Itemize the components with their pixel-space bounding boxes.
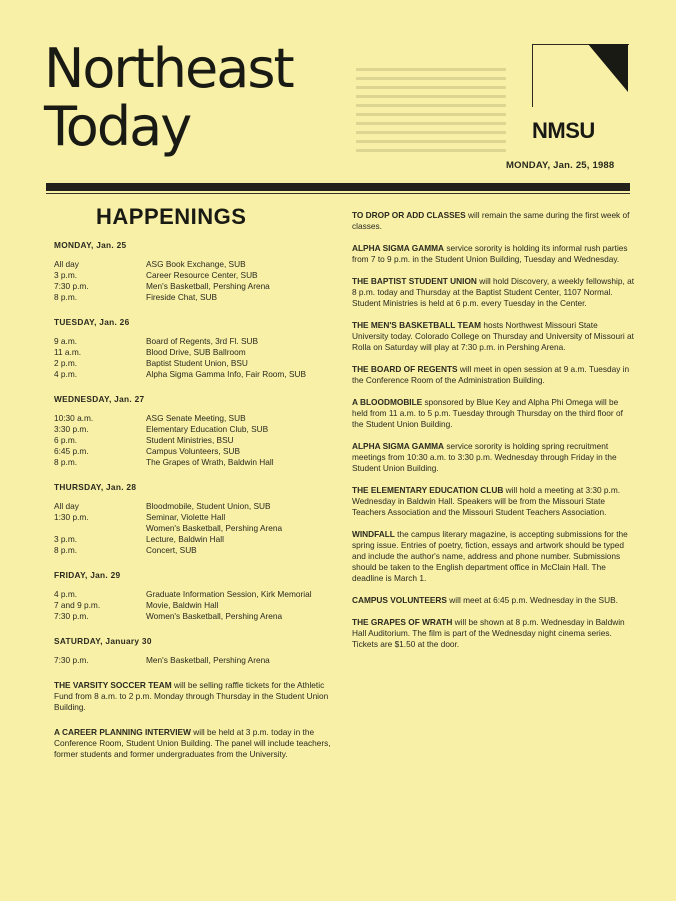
announcement (352, 397, 634, 430)
event-desc: Alpha Sigma Gamma Info, Fair Room, SUB (146, 369, 307, 379)
announcements-column (352, 210, 634, 661)
event-time: 11 a.m. (54, 347, 82, 357)
event-time: 3:30 p.m. (54, 424, 89, 434)
event-desc: Board of Regents, 3rd Fl. SUB (146, 336, 259, 346)
masthead-title-line2: Today (44, 95, 191, 158)
event-row (54, 600, 336, 611)
event-time: 7 and 9 p.m. (54, 600, 101, 610)
event-desc: Fireside Chat, SUB (146, 292, 218, 302)
announcement-lead: ALPHA SIGMA GAMMA (352, 441, 445, 451)
day-block (54, 636, 336, 666)
announcement (352, 529, 634, 584)
event-time: 7:30 p.m. (54, 611, 89, 621)
day-heading: WEDNESDAY, Jan. 27 (54, 394, 145, 404)
event-time: 3 p.m. (54, 270, 78, 280)
event-time: 8 p.m. (54, 457, 78, 467)
announcement-body: sponsored by Blue Key and Alpha Phi Omega will be held from 11 a.m. to 5 p.m. Tuesday through Thursday on the third floor of the Student Union Building. (352, 397, 623, 429)
announcement (54, 680, 336, 713)
masthead-rule-thin (46, 193, 630, 194)
event-desc: Elementary Education Club, SUB (146, 424, 269, 434)
event-row (54, 512, 336, 523)
event-time: 3 p.m. (54, 534, 78, 544)
event-row (54, 589, 336, 600)
event-row (54, 435, 336, 446)
announcement (54, 727, 336, 760)
event-desc: Student Ministries, BSU (146, 435, 234, 445)
masthead (44, 37, 293, 158)
event-desc: Campus Volunteers, SUB (146, 446, 241, 456)
announcement (352, 364, 634, 386)
event-desc: Women's Basketball, Pershing Arena (146, 611, 283, 621)
event-row (54, 347, 336, 358)
event-row (54, 413, 336, 424)
announcement (352, 243, 634, 265)
masthead-corner-triangle (588, 44, 628, 92)
event-desc: Baptist Student Union, BSU (146, 358, 248, 368)
event-row (54, 523, 336, 534)
announcement (352, 441, 634, 474)
announcement-lead: TO DROP OR ADD CLASSES (352, 210, 466, 220)
event-desc: Women's Basketball, Pershing Arena (146, 523, 283, 533)
announcement-body: the campus literary magazine, is accepting submissions for the spring issue. Entries of poetry, fiction, essays and artwork should be typed and include the author's name, address and phone number. Submissions should be taken to the English department office in McClain Hall. The deadline is March 1. (352, 529, 628, 583)
announcement-lead: A BLOODMOBILE (352, 397, 423, 407)
day-block (54, 482, 336, 556)
announcement-lead: THE GRAPES OF WRATH (352, 617, 453, 627)
announcement-body: will remain the same during the first week of classes. (352, 210, 630, 231)
masthead-title-line1: Northeast (44, 37, 293, 100)
announcement-body: will be shown at 8 p.m. Wednesday in Baldwin Hall Auditorium. The film is part of the Wednesday night cinema series. Tickets are $1.50 at the door. (352, 617, 625, 649)
event-time (54, 523, 146, 534)
event-time: 9 a.m. (54, 336, 78, 346)
announcement-lead: THE BOARD OF REGENTS (352, 364, 458, 374)
announcement-lead: THE MEN'S BASKETBALL TEAM (352, 320, 482, 330)
event-time: 4 p.m. (54, 589, 78, 599)
day-heading: TUESDAY, Jan. 26 (54, 317, 130, 327)
event-desc: Bloodmobile, Student Union, SUB (146, 501, 271, 511)
event-row (54, 270, 336, 281)
event-desc: ASG Senate Meeting, SUB (146, 413, 246, 423)
issue-date: MONDAY, Jan. 25, 1988 (506, 160, 615, 171)
event-desc: Seminar, Violette Hall (146, 512, 226, 522)
event-row (54, 259, 336, 270)
day-block (54, 570, 336, 622)
event-time: 7:30 p.m. (54, 655, 89, 665)
event-desc: Men's Basketball, Pershing Arena (146, 281, 270, 291)
announcement-lead: THE ELEMENTARY EDUCATION CLUB (352, 485, 504, 495)
event-time: 2 p.m. (54, 358, 78, 368)
event-time: 1:30 p.m. (54, 512, 89, 522)
event-desc: Men's Basketball, Pershing Arena (146, 655, 270, 665)
announcement (352, 210, 634, 232)
event-time: 10:30 a.m. (54, 413, 94, 423)
announcement-body: will hold Discovery, a weekly fellowship, at 8 p.m. today and Thursday at the Baptist Student Center, 1107 Normal. Student Ministries is held at 6 p.m. every Tuesday in the Center. (352, 276, 635, 308)
event-time: 7:30 p.m. (54, 281, 89, 291)
announcement-body: will be selling raffle tickets for the Athletic Fund from 8 a.m. to 2 p.m. Monday through Thursday in the Student Union Building. (54, 680, 329, 712)
event-desc: The Grapes of Wrath, Baldwin Hall (146, 457, 274, 467)
event-row (54, 292, 336, 303)
event-row (54, 457, 336, 468)
announcement-lead: WINDFALL (352, 529, 395, 539)
event-row (54, 534, 336, 545)
event-desc: Graduate Information Session, Kirk Memorial (146, 589, 312, 599)
event-row (54, 369, 336, 380)
announcement-body: will meet in open session at 9 a.m. Tuesday in the Conference Room of the Administration Building. (352, 364, 630, 385)
announcement-lead: CAMPUS VOLUNTEERS (352, 595, 447, 605)
announcement-body: will meet at 6:45 p.m. Wednesday in the SUB. (449, 595, 618, 605)
event-row (54, 424, 336, 435)
event-desc: Lecture, Baldwin Hall (146, 534, 224, 544)
event-desc: Career Resource Center, SUB (146, 270, 258, 280)
event-row (54, 446, 336, 457)
announcement-body: service sorority is holding its informal rush parties from 7 to 9 p.m. in the Student Union Building, Tuesday and Wednesday. (352, 243, 628, 264)
announcement (352, 617, 634, 650)
event-time: 6 p.m. (54, 435, 78, 445)
announcement (352, 595, 634, 606)
event-desc: ASG Book Exchange, SUB (146, 259, 246, 269)
event-time: 4 p.m. (54, 369, 78, 379)
announcement (352, 485, 634, 518)
event-desc: Blood Drive, SUB Ballroom (146, 347, 246, 357)
day-heading: THURSDAY, Jan. 28 (54, 482, 137, 492)
announcement-body: hosts Northwest Missouri State University today. Colorado College on Thursday and University of Missouri at Rolla on Saturday will play at 7:30 p.m. in Pershing Arena. (352, 320, 634, 352)
day-heading: SATURDAY, January 30 (54, 636, 152, 646)
announcement-lead: A CAREER PLANNING INTERVIEW (54, 727, 191, 737)
event-time: All day (54, 259, 79, 269)
event-time: 8 p.m. (54, 545, 78, 555)
event-row (54, 655, 336, 666)
announcement (352, 276, 634, 309)
day-heading: MONDAY, Jan. 25 (54, 240, 127, 250)
event-desc: Movie, Baldwin Hall (146, 600, 219, 610)
day-block (54, 317, 336, 380)
event-row (54, 501, 336, 512)
announcement-lead: ALPHA SIGMA GAMMA (352, 243, 445, 253)
event-row (54, 358, 336, 369)
day-block (54, 240, 336, 303)
event-desc: Concert, SUB (146, 545, 197, 555)
bleed-through-texture (356, 68, 506, 158)
schedule-column (54, 240, 336, 760)
event-time: 8 p.m. (54, 292, 78, 302)
event-row (54, 611, 336, 622)
announcement (352, 320, 634, 353)
event-row (54, 336, 336, 347)
announcement-body: will be held at 3 p.m. today in the Conference Room, Student Union Building. The panel will include teachers, former students and former undergraduates from the University. (54, 727, 331, 759)
masthead-rule (46, 183, 630, 191)
event-row (54, 545, 336, 556)
event-time: All day (54, 501, 79, 511)
announcement-body: will hold a meeting at 3:30 p.m. Wednesday in Baldwin Hall. Speakers will be from the Missouri State Teachers Association and the Missouri Student Teachers Association. (352, 485, 621, 517)
announcement-body: service sorority is holding spring recruitment meetings from 10:30 a.m. to 3:30 p.m. Wednesday through Friday in the Student Union Building. (352, 441, 617, 473)
announcement-lead: THE BAPTIST STUDENT UNION (352, 276, 477, 286)
day-block (54, 394, 336, 468)
announcement-lead: THE VARSITY SOCCER TEAM (54, 680, 172, 690)
nmsu-logo: NMSU (532, 118, 595, 143)
day-heading: FRIDAY, Jan. 29 (54, 570, 121, 580)
event-row (54, 281, 336, 292)
section-title: HAPPENINGS (96, 204, 247, 229)
event-time: 6:45 p.m. (54, 446, 89, 456)
